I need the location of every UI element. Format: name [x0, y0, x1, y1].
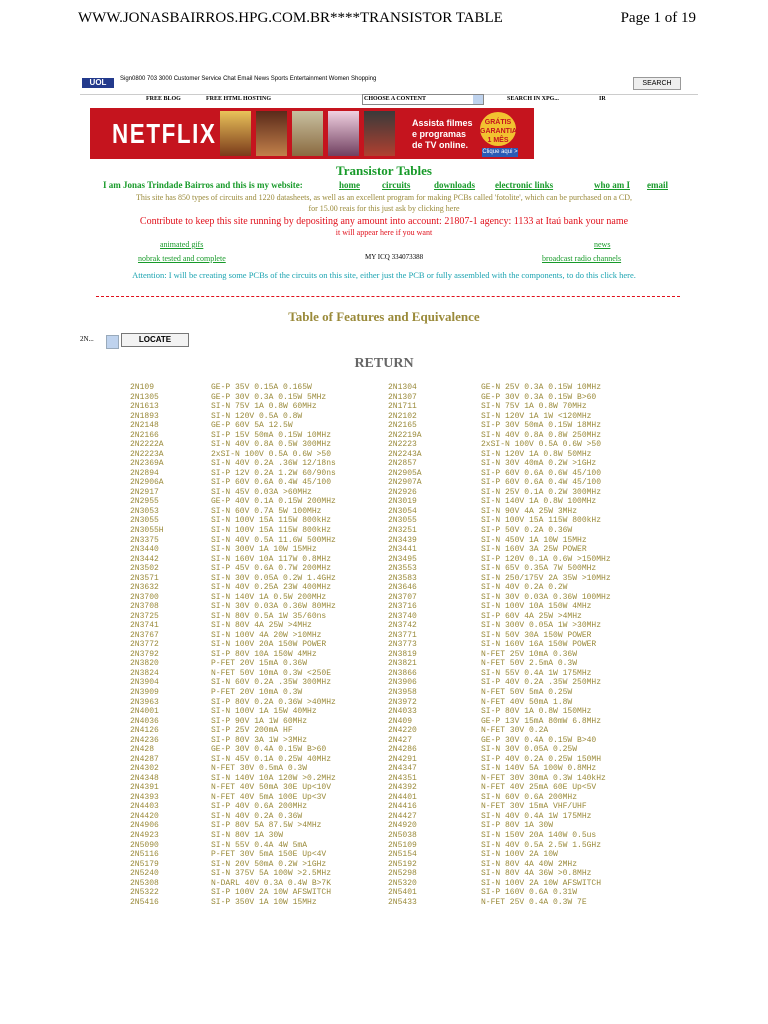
- features: P-FET 30V 5mA 150E Up<4V: [211, 850, 327, 860]
- part-number: 2N4036: [130, 716, 159, 726]
- features: SI-N 160V 10A 117W 0.8MHz: [211, 554, 332, 564]
- part-number: 2N2166: [130, 430, 159, 440]
- home-link[interactable]: home: [339, 180, 360, 190]
- part-number: 2N3820: [130, 659, 159, 669]
- attention-text[interactable]: Attention: I will be creating some PCBs of the circuits on this site, either just the PCB or fully assembled with the components, to do this click here.: [132, 270, 636, 280]
- part-number: 2N5320: [388, 878, 417, 888]
- features: SI-N 140V 1A 0.5W 200MHz: [211, 592, 327, 602]
- nobrak-link[interactable]: nobrak tested and complete: [138, 254, 226, 263]
- features: N-FET 40V 50mA 30E Up<10V: [211, 783, 332, 793]
- features: SI-N 80V 4A 36W >0.8MHz: [481, 869, 592, 879]
- features: SI-N 30V 0.03A 0.36W 100MHz: [481, 592, 611, 602]
- part-number: 2N5154: [388, 850, 417, 860]
- part-number: 2N3583: [388, 573, 417, 583]
- part-number: 2N1305: [130, 392, 159, 402]
- part-number: 2N4351: [388, 773, 417, 783]
- part-number: 2N2369A: [130, 459, 164, 469]
- part-number: 2N3773: [388, 640, 417, 650]
- features: SI-P 50V 0.2A 0.36W: [481, 525, 573, 535]
- page-title: Transistor Tables: [336, 163, 432, 178]
- poster-image: [328, 111, 359, 156]
- part-number: 2N2223: [388, 440, 417, 450]
- features: SI-P 80V 1A 0.8W 150MHz: [481, 707, 592, 717]
- free-hosting-link[interactable]: FREE HTML HOSTING: [206, 96, 272, 102]
- features: GE-P 30V 0.3A 0.15W 5MHz: [211, 392, 327, 402]
- features: N-FET 25V 10mA 0.36W: [481, 649, 578, 659]
- part-number: 2N3646: [388, 583, 417, 593]
- ir-button[interactable]: IR: [599, 96, 606, 102]
- features: SI-N 250/175V 2A 35W >10MHz: [481, 573, 611, 583]
- part-number: 2N4033: [388, 707, 417, 717]
- uol-toolbar: [80, 74, 698, 95]
- locate-button[interactable]: LOCATE: [121, 333, 189, 347]
- part-number: 2N4403: [130, 802, 159, 812]
- part-number: 2N3866: [388, 668, 417, 678]
- part-number: 2N3700: [130, 592, 159, 602]
- part-number: 2N3740: [388, 611, 417, 621]
- part-number: 2N2148: [130, 421, 159, 431]
- part-number: 2N4291: [388, 754, 417, 764]
- features: SI-N 40V 0.8A 0.8W 250MHz: [481, 430, 602, 440]
- page-header: [78, 10, 696, 28]
- part-number: 2N2905A: [388, 468, 422, 478]
- part-number: 2N5179: [130, 859, 159, 869]
- broadcast-radio-link[interactable]: broadcast radio channels: [542, 254, 622, 263]
- part-number: 2N4420: [130, 811, 159, 821]
- features: N-FET 50V 5mA 0.25W: [481, 688, 573, 697]
- part-number: 2N3767: [130, 630, 159, 640]
- part-number: 2N4920: [388, 821, 417, 831]
- part-number: 2N3972: [388, 697, 417, 707]
- features: SI-N 140V 10A 120W >0.2MHz: [211, 773, 336, 783]
- features: SI-N 100V 10A 150W 4MHz: [481, 602, 592, 612]
- features: SI-N 25V 0.1A 0.2W 300MHz: [481, 487, 602, 497]
- part-number: 2N3632: [130, 583, 159, 593]
- part-number: 2N3553: [388, 564, 417, 574]
- search-xpg-label: SEARCH IN XPG...: [507, 96, 559, 102]
- features: SI-P 80V 10A 150W 4MHz: [211, 649, 317, 659]
- features: SI-P 25V 200mA HF: [211, 726, 293, 736]
- part-number: 2N2857: [388, 459, 417, 469]
- contribute-subtext: it will appear here if you want: [335, 228, 433, 237]
- part-number: 2N5090: [130, 840, 159, 850]
- features: SI-N 20V 50mA 0.2W >1GHz: [211, 859, 327, 869]
- features: SI-N 60V 0.7A 5W 100MHz: [211, 506, 322, 516]
- features: SI-N 75V 1A 0.8W 60MHz: [211, 402, 317, 412]
- features: SI-N 80V 4A 40W 2MHz: [481, 859, 578, 869]
- intro-text: I am Jonas Trindade Bairros and this is my website:: [103, 180, 303, 190]
- free-blog-link[interactable]: FREE BLOG: [146, 96, 181, 102]
- features: SI-N 30V 0.05A 0.2W 1.4GHz: [211, 573, 336, 583]
- part-number: 2N2907A: [388, 478, 422, 488]
- free-month-badge: GRÁTIS GARANTIA 1 MÊS: [480, 112, 516, 146]
- features: SI-P 40V 0.6A 200MHz: [211, 802, 308, 812]
- part-number: 2N3440: [130, 545, 159, 555]
- table-heading: Table of Features and Equivalence: [288, 309, 480, 324]
- part-number: 2N4393: [130, 792, 159, 802]
- features: GE-P 35V 0.15A 0.165W: [211, 383, 312, 392]
- part-number: 2N3441: [388, 545, 417, 555]
- divider: [96, 296, 680, 297]
- part-number: 2N3819: [388, 649, 417, 659]
- part-number: 2N3055: [130, 516, 159, 526]
- part-number: 2N5038: [388, 830, 417, 840]
- features: SI-N 40V 0.5A 11.6W 500MHz: [211, 535, 336, 545]
- features: SI-P 60V 0.6A 0.4W 45/100: [481, 478, 602, 488]
- part-number: 2N3439: [388, 535, 417, 545]
- part-number: 2N5308: [130, 878, 159, 888]
- part-number: 2N4220: [388, 726, 417, 736]
- features: SI-P 60V 4A 25W >4MHz: [481, 611, 582, 621]
- features: N-FET 30V 0.5mA 0.3W: [211, 764, 308, 774]
- part-number: 2N4348: [130, 773, 159, 783]
- return-link[interactable]: RETURN: [354, 356, 414, 371]
- part-number: 2N4126: [130, 726, 159, 736]
- features: SI-N 140V 1A 0.8W 100MHz: [481, 497, 597, 507]
- icq-number: MY ICQ 334073388: [365, 253, 424, 261]
- transistor-select[interactable]: [80, 335, 118, 347]
- features: SI-N 40V 0.2A 0.36W: [211, 811, 303, 821]
- downloads-link[interactable]: downloads: [434, 180, 476, 190]
- part-number: 2N409: [388, 716, 413, 726]
- email-link[interactable]: email: [647, 180, 668, 190]
- part-number: 2N5322: [130, 888, 159, 898]
- features: SI-P 40V 0.2A 0.25W 150MH: [481, 754, 602, 764]
- features: SI-N 40V 0.25A 23W 400MHz: [211, 583, 332, 593]
- part-number: 2N4391: [130, 783, 159, 793]
- features: SI-N 120V 1A 1W <120MHz: [481, 411, 592, 421]
- features: SI-P 100V 2A 10W AFSWITCH: [211, 888, 332, 898]
- chevron-down-icon: [473, 95, 483, 104]
- animated-gifs-link[interactable]: animated gifs: [160, 240, 204, 249]
- features: SI-N 80V 1A 30W: [211, 830, 284, 840]
- part-number: 2N2165: [388, 421, 417, 431]
- features: SI-N 100V 15A 115W 800kHz: [481, 516, 602, 526]
- part-number: 2N4236: [130, 735, 159, 745]
- features: SI-P 80V 3A 1W >3MHz: [211, 735, 308, 745]
- features: SI-P 160V 0.6A 0.31W: [481, 888, 578, 898]
- features: SI-N 100V 20A 150W POWER: [211, 640, 327, 650]
- part-number: 2N4416: [388, 802, 417, 812]
- part-number: 2N3054: [388, 506, 417, 516]
- features: SI-N 100V 15A 115W 800kHz: [211, 525, 332, 535]
- features: SI-N 90V 4A 25W 3MHz: [481, 506, 578, 516]
- part-number: 2N1893: [130, 411, 159, 421]
- part-number: 2N3741: [130, 621, 159, 631]
- features: N-FET 40V 50mA 1.8W: [481, 697, 573, 707]
- part-number: 2N5192: [388, 859, 417, 869]
- features: SI-P 40V 0.2A .35W 250MHz: [481, 678, 602, 688]
- poster-image: [364, 111, 395, 156]
- part-number: 2N4427: [388, 811, 417, 821]
- features: N-FET 30V 0.2A: [481, 726, 549, 736]
- part-number: 2N3742: [388, 621, 417, 631]
- features: SI-N 80V 0.5A 1W 35/60ns: [211, 611, 327, 621]
- part-number: 2N3055H: [130, 525, 164, 535]
- part-number: 2N3251: [388, 525, 417, 535]
- part-number: 2N4302: [130, 764, 159, 774]
- features: SI-N 100V 2A 10W: [481, 850, 558, 860]
- features: N-FET 40V 25mA 60E Up<5V: [481, 783, 597, 793]
- features: SI-N 55V 0.4A 4W 5mA: [211, 840, 308, 850]
- features: SI-N 120V 0.5A 0.8W: [211, 411, 303, 421]
- part-number: 2N4347: [388, 764, 417, 774]
- poster-image: [220, 111, 251, 156]
- features: SI-N 40V 0.2A .36W 12/18ns: [211, 459, 336, 469]
- features: N-DARL 40V 0.3A 0.4W B>7K: [211, 878, 332, 888]
- info-line-1: This site has 850 types of circuits and 1220 datasheets, as well as an excellent program for making PCBs called 'fotolite', which can be purchased on a CD,: [135, 193, 633, 202]
- info-line-2-link[interactable]: for 15.00 reais for this just ask by clicking here: [308, 204, 460, 213]
- part-number: 2N2222A: [130, 440, 164, 450]
- poster-image: [256, 111, 287, 156]
- features: SI-P 80V 1A 30W: [481, 821, 554, 831]
- part-number: 2N2223A: [130, 449, 164, 459]
- features: SI-P 60V 0.6A 0.6W 45/100: [481, 468, 602, 478]
- part-number: 2N427: [388, 735, 413, 745]
- features: SI-N 100V 15A 115W 800kHz: [211, 516, 332, 526]
- part-number: 2N428: [130, 745, 155, 755]
- features: SI-N 40V 0.2A 0.2W: [481, 583, 568, 593]
- part-number: 2N2102: [388, 411, 417, 421]
- features: SI-N 75V 1A 0.8W 70MHz: [481, 402, 587, 412]
- part-number: 2N3055: [388, 516, 417, 526]
- part-number: 2N4401: [388, 792, 417, 802]
- features: N-FET 50V 10mA 0.3W <250E: [211, 668, 332, 678]
- features: SI-N 40V 0.5A 2.5W 1.5GHz: [481, 840, 602, 850]
- features: SI-N 60V 0.6A 200MHz: [481, 792, 578, 802]
- features: N-FET 30V 15mA VHF/UHF: [481, 802, 587, 812]
- features: SI-P 80V 5A 87.5W >4MHz: [211, 821, 322, 831]
- features: SI-P 12V 0.2A 1.2W 60/90ns: [211, 468, 336, 478]
- uol-links[interactable]: Sign0800 703 3000 Customer Service Chat Email News Sports Entertainment Women Shopping: [120, 76, 377, 82]
- part-number: 2N3375: [130, 535, 159, 545]
- features: GE-P 30V 0.4A 0.15W B>60: [211, 745, 327, 755]
- features: GE-P 30V 0.3A 0.15W B>60: [481, 392, 597, 402]
- part-number: 2N3958: [388, 688, 417, 697]
- features: N-FET 25V 0.4A 0.3W 7E: [481, 897, 587, 907]
- choose-content-label: CHOOSE A CONTENT: [364, 96, 427, 102]
- circuits-link[interactable]: circuits: [382, 180, 411, 190]
- part-number: 2N4001: [130, 707, 159, 717]
- part-number: 2N5240: [130, 869, 159, 879]
- who-am-i-link[interactable]: who am I: [594, 180, 631, 190]
- features: SI-P 60V 0.6A 0.4W 45/100: [211, 478, 332, 488]
- search-button[interactable]: SEARCH: [633, 77, 681, 90]
- features: SI-N 65V 0.35A 7W 500MHz: [481, 564, 597, 574]
- features: SI-P 45V 0.6A 0.7W 200MHz: [211, 564, 332, 574]
- part-number: 2N3772: [130, 640, 159, 650]
- part-number: 2N4287: [130, 754, 159, 764]
- features: SI-P 15V 50mA 0.15W 10MHz: [211, 430, 332, 440]
- features: SI-N 45V 0.03A >60MHz: [211, 487, 312, 497]
- part-number: 2N2955: [130, 497, 159, 507]
- part-number: 2N3906: [388, 678, 417, 688]
- part-number: 2N3502: [130, 564, 159, 574]
- features: SI-P 120V 0.1A 0.6W >150MHz: [481, 554, 611, 564]
- features: SI-N 45V 0.1A 0.25W 40MHz: [211, 754, 332, 764]
- features: SI-N 160V 3A 25W POWER: [481, 545, 587, 555]
- features: SI-N 150V 20A 140W 0.5us: [481, 830, 597, 840]
- part-number: 2N1304: [388, 383, 417, 392]
- features: P-FET 20V 15mA 0.36W: [211, 659, 308, 669]
- part-number: 2N3909: [130, 688, 159, 697]
- part-number: 2N3019: [388, 497, 417, 507]
- features: SI-N 160V 16A 150W POWER: [481, 640, 597, 650]
- features: SI-N 60V 0.2A .35W 300MHz: [211, 678, 332, 688]
- features: SI-N 55V 0.4A 1W 175MHz: [481, 668, 592, 678]
- part-number: 2N4286: [388, 745, 417, 755]
- part-number: 2N5416: [130, 897, 159, 907]
- part-number: 2N3904: [130, 678, 159, 688]
- features: SI-N 80V 4A 25W >4MHz: [211, 621, 312, 631]
- part-number: 2N1613: [130, 402, 159, 412]
- part-number: 2N3053: [130, 506, 159, 516]
- features: SI-P 30V 50mA 0.15W 18MHz: [481, 421, 602, 431]
- features: N-FET 40V 5mA 100E Up<3V: [211, 792, 327, 802]
- part-number: 2N3716: [388, 602, 417, 612]
- banner-cta-text: Assista filmes e programas de TV online.: [412, 118, 473, 150]
- page-header-title: WWW.JONASBAIRROS.HPG.COM.BR****TRANSISTOR TABLE: [78, 10, 503, 26]
- poster-image: [292, 111, 323, 156]
- features: SI-N 140V 5A 100W 0.8MHz: [481, 764, 597, 774]
- features: GE-P 60V 5A 12.5W: [211, 421, 293, 431]
- part-number: 2N2243A: [388, 449, 422, 459]
- features: GE-P 30V 0.4A 0.15W B>40: [481, 735, 597, 745]
- page-number: Page 1 of 19: [620, 10, 696, 26]
- features: SI-N 100V 2A 10W AFSWITCH: [481, 878, 602, 888]
- features: SI-N 50V 30A 150W POWER: [481, 630, 592, 640]
- part-number: 2N5433: [388, 897, 417, 907]
- part-number: 2N1307: [388, 392, 417, 402]
- features: SI-P 350V 1A 10W 15MHz: [211, 897, 317, 907]
- netflix-logo: NETFLIX: [112, 118, 217, 149]
- part-number: 2N3725: [130, 611, 159, 621]
- click-here-button[interactable]: Clique aqui >: [482, 149, 518, 155]
- features: SI-N 375V 5A 100W >2.5MHz: [211, 869, 332, 879]
- part-number: 2N1711: [388, 402, 417, 412]
- features: N-FET 50V 2.5mA 0.3W: [481, 659, 578, 669]
- netflix-banner-ad[interactable]: [90, 108, 534, 159]
- part-number: 2N3821: [388, 659, 417, 669]
- part-number: 2N5401: [388, 888, 417, 898]
- part-number: 2N5298: [388, 869, 417, 879]
- features: SI-N 30V 0.03A 0.36W 80MHz: [211, 602, 336, 612]
- electronic-links-link[interactable]: electronic links: [495, 180, 554, 190]
- part-number: 2N5116: [130, 850, 159, 860]
- features: GE-P 40V 0.1A 0.15W 200MHz: [211, 497, 336, 507]
- part-number: 2N109: [130, 383, 155, 392]
- part-number: 2N2917: [130, 487, 159, 497]
- part-number: 2N3792: [130, 649, 159, 659]
- features: SI-N 40V 0.4A 1W 175MHz: [481, 811, 592, 821]
- hosting-nav: [80, 94, 698, 106]
- features: SI-N 30V 40mA 0.2W >1GHz: [481, 459, 597, 469]
- features: SI-N 450V 1A 10W 15MHz: [481, 535, 587, 545]
- select-value: 2N...: [80, 335, 94, 343]
- part-number: 2N3707: [388, 592, 417, 602]
- part-number: 2N4906: [130, 821, 159, 831]
- features: SI-N 300V 0.05A 1W >30MHz: [481, 621, 602, 631]
- features: SI-N 30V 0.05A 0.25W: [481, 745, 578, 755]
- features: SI-P 90V 1A 1W 60MHz: [211, 716, 308, 726]
- part-number: 2N3442: [130, 554, 159, 564]
- features: GE-N 25V 0.3A 0.15W 10MHz: [481, 383, 602, 392]
- features: 2xSI-N 100V 0.5A 0.6W >50: [481, 440, 602, 450]
- features: SI-N 300V 1A 10W 15MHz: [211, 545, 317, 555]
- features: 2xSI-N 100V 0.5A 0.6W >50: [211, 449, 332, 459]
- part-number: 2N4923: [130, 830, 159, 840]
- features: N-FET 30V 30mA 0.3W 140kHz: [481, 773, 606, 783]
- features: SI-N 100V 1A 15W 40MHz: [211, 707, 317, 717]
- features: SI-P 80V 0.2A 0.36W >40MHz: [211, 697, 336, 707]
- features: SI-N 100V 4A 20W >10MHz: [211, 630, 322, 640]
- uol-logo[interactable]: UOL: [82, 78, 114, 88]
- features: GE-P 13V 15mA 80mW 6.8MHz: [481, 716, 602, 726]
- part-number: 2N2219A: [388, 430, 422, 440]
- part-number: 2N3963: [130, 697, 159, 707]
- part-number: 2N3708: [130, 602, 159, 612]
- part-number: 2N5109: [388, 840, 417, 850]
- part-number: 2N2906A: [130, 478, 164, 488]
- part-number: 2N3824: [130, 668, 159, 678]
- chevron-down-icon: [106, 335, 119, 349]
- part-number: 2N3771: [388, 630, 417, 640]
- part-number: 2N4392: [388, 783, 417, 793]
- part-number: 2N3495: [388, 554, 417, 564]
- features: P-FET 20V 10mA 0.3W: [211, 688, 303, 697]
- news-link[interactable]: news: [594, 240, 611, 249]
- part-number: 2N2894: [130, 468, 159, 478]
- part-number: 2N3571: [130, 573, 159, 583]
- part-number: 2N2926: [388, 487, 417, 497]
- features: SI-N 40V 0.8A 0.5W 300MHz: [211, 440, 332, 450]
- features: SI-N 120V 1A 0.8W 50MHz: [481, 449, 592, 459]
- contribute-text: Contribute to keep this site running by depositing any amount into account: 21807-1 agency: 1133 at Itaú bank your name: [139, 216, 629, 227]
